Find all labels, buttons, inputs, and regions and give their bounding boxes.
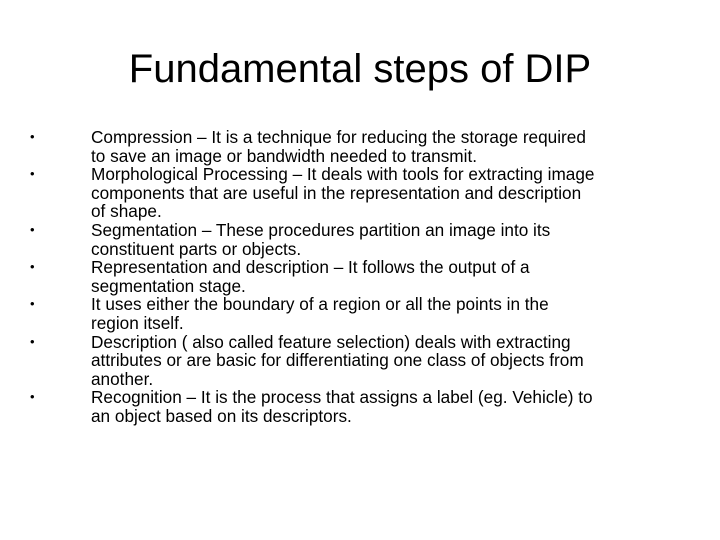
bullet-icon: • [30,166,35,182]
bullet-line: segmentation stage. [91,275,246,296]
bullet-text [91,165,690,221]
bullet-icon: • [30,129,35,144]
slide-title: Fundamental steps of DIP [128,47,592,91]
bullet-line: Recognition – It is the process that assigns a label (eg. Vehicle) to [91,387,593,408]
bullet-item-segmentation [30,221,690,258]
bullet-text [91,333,690,389]
bullet-line: Segmentation – These procedures partition an image into its [91,219,551,240]
bullet-item-morphological-processing [30,165,690,221]
bullet-item-description [30,333,690,389]
bullet-text [91,128,690,165]
bullet-item-boundary-region [30,295,690,332]
bullet-text [91,258,690,295]
bullet-line: attributes or are basic for differentiating one class of objects from [91,350,584,371]
bullet-icon: • [30,296,35,312]
bullet-line: It uses either the boundary of a region or all the points in the [91,294,549,315]
bullet-line: constituent parts or objects. [91,238,302,259]
bullet-item-recognition [30,388,690,425]
bullet-list [30,128,690,426]
bullet-icon: • [30,221,35,237]
bullet-text [91,221,690,258]
bullet-item-representation-description [30,258,690,295]
bullet-line: Description ( also called feature selection) deals with extracting [91,331,571,352]
bullet-text [91,295,690,332]
bullet-line: Representation and description – It follows the output of a [91,257,530,278]
bullet-line: another. [91,368,154,389]
bullet-line: an object based on its descriptors. [91,405,352,426]
bullet-line: of shape. [91,201,162,222]
bullet-line: Compression – It is a technique for reducing the storage required [91,127,586,147]
bullet-icon: • [30,259,35,275]
bullet-text [91,388,690,425]
bullet-line: region itself. [91,312,184,333]
bullet-icon: • [30,333,35,349]
bullet-line: components that are useful in the representation and description [91,182,582,203]
bullet-item-compression [30,128,690,165]
bullet-line: Morphological Processing – It deals with tools for extracting image [91,164,595,185]
bullet-line: to save an image or bandwidth needed to transmit. [91,145,477,166]
bullet-icon: • [30,389,35,405]
